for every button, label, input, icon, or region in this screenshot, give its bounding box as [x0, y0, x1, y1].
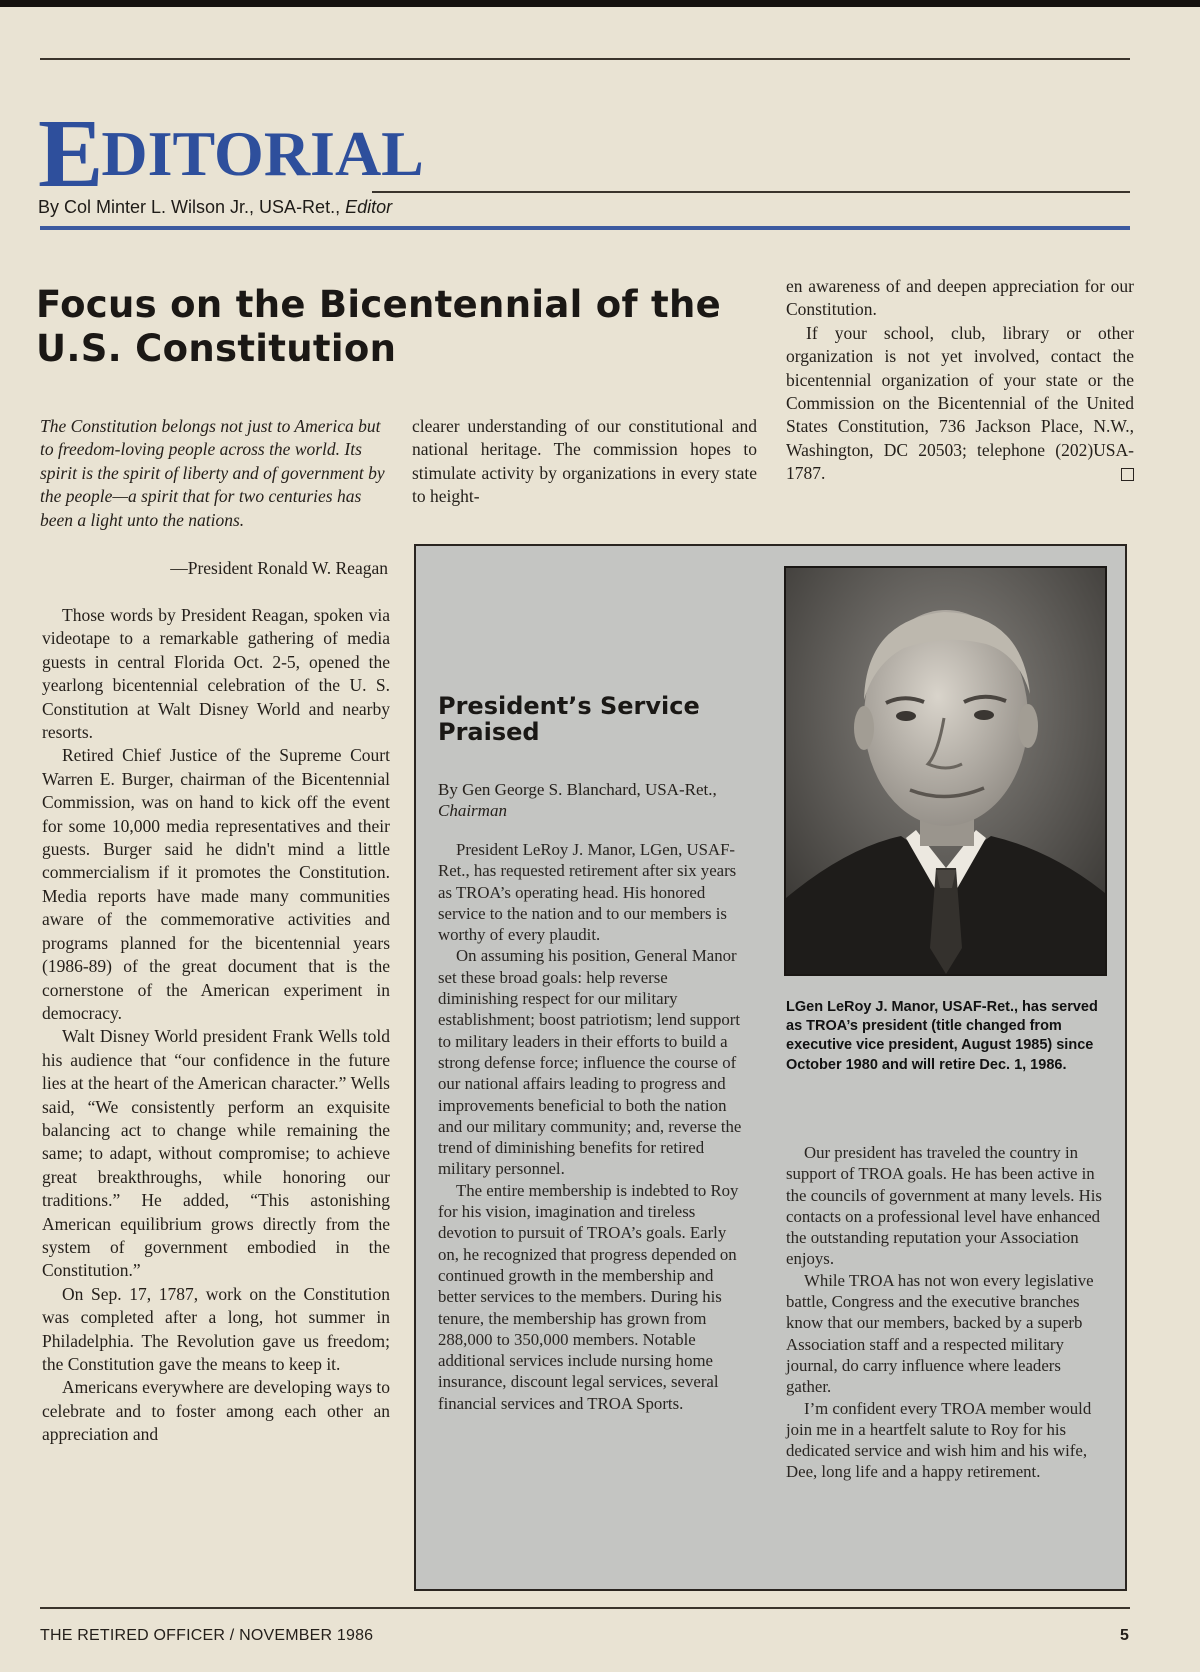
paragraph: Our president has traveled the country in support of TROA goals. He has been active in the councils of government at many levels. His contacts on a professional level have enhanced the outstanding reputation your Association enjoys. [786, 1143, 1102, 1269]
sidebar-box [414, 544, 1127, 1591]
quote-attribution: —President Ronald W. Reagan [170, 558, 388, 578]
page-number: 5 [1120, 1627, 1129, 1644]
article-column-2 [412, 415, 757, 509]
masthead-rest: DITORIAL [101, 118, 424, 189]
paragraph: I’m confident every TROA member would join me in a heartfelt salute to Roy for his dedicated service and wish him and his wife, Dee, long life and a happy retirement. [786, 1398, 1092, 1482]
paragraph: President LeRoy J. Manor, LGen, USAF-Ret., has requested retirement after six years as TROA’s operating head. His honored service to the nation and to our members is worthy of every plaudit. [438, 840, 737, 945]
footer-publication: THE RETIRED OFFICER / NOVEMBER 1986 [40, 1627, 374, 1644]
sidebar-byline-role: Chairman [438, 801, 507, 820]
top-rule [40, 58, 1130, 60]
paragraph: Those words by President Reagan, spoken via videotape to a remarkable gathering of media guests in central Florida Oct. 2-5, opened the yearlong bicentennial celebration of the U. S. Constitution at Walt Disney World and nearby resorts. [42, 605, 390, 743]
paragraph: clearer understanding of our constitutional and national heritage. The commission hopes to stimulate activity by organizations in every state to height- [412, 416, 757, 507]
portrait-illustration [786, 568, 1105, 974]
sidebar-byline [438, 779, 738, 821]
paragraph: Walt Disney World president Frank Wells told his audience that “our confidence in the future lies at the heart of the American character.” Wells said, “We consistently perform an exquisite balancing act to change while remaining the same; to adapt, without compromise; to achieve great breakthroughs, while honoring our traditions.” He added, “This astonishing American equilibrium grows directly from the system of government embodied in the Constitution.” [42, 1026, 390, 1281]
byline-blue-rule [40, 226, 1130, 230]
masthead-initial: E [38, 100, 102, 208]
paragraph: The entire membership is indebted to Roy for his vision, imagination and tireless devotion to pursuit of TROA’s goals. Early on, he recognized that progress depended on continued growth in the membership and better services to the members. During his tenure, the membership has grown from 288,000 to 350,000 members. Notable additional services include nursing home insurance, discount legal services, several financial services and TROA Sports. [438, 1180, 739, 1413]
photo-caption: LGen LeRoy J. Manor, USAF-Ret., has served as TROA’s president (title changed from executive vice president, August 1985) since October 1980 and will retire Dec. 1, 1986. [786, 999, 1098, 1073]
paragraph: On Sep. 17, 1787, work on the Constitution was completed after a long, hot summer in Philadelphia. The Revolution gave us freedom; the Constitution gave the means to keep it. [42, 1283, 390, 1374]
portrait-photo [784, 566, 1107, 976]
article-column-3 [786, 275, 1134, 486]
article-headline: Focus on the Bicentennial of the U.S. Constitution [36, 283, 722, 370]
article-column-1 [42, 604, 390, 1447]
paragraph: On assuming his position, General Manor set these broad goals: help reverse diminishing respect for our military establishment; boost patriotism; lend support to military leaders in their efforts to build a strong defense force; influence the course of our national affairs leading to progress and improvements beneficial to both the nation and our military community; and, reverse the trend of diminishing benefits for retired military personnel. [438, 946, 742, 1179]
sidebar-title: President’s Service Praised [438, 692, 700, 746]
paragraph-text: If your school, club, library or other organization is not yet involved, contact the bicentennial organization of your state or the Commission on the Bicentennial of the United States Constitution, 736 Jackson Place, N.W., Washington, DC 20503; telephone (202)USA-1787. [786, 322, 1134, 484]
sidebar-column-1 [438, 839, 748, 1414]
editor-byline [38, 197, 392, 218]
byline-role: Editor [345, 197, 393, 217]
paragraph-with-end-mark [786, 322, 1134, 486]
reagan-quote: The Constitution belongs not just to America but to freedom-loving people across the world. Its spirit is the spirit of liberty and of government by the people—a spirit that for two centuries has been a light unto the nations. [40, 416, 385, 530]
paragraph: While TROA has not won every legislative battle, Congress and the executive branches know that our members, backed by a superb Association staff and a respected military journal, do carry influence where leaders gather. [786, 1270, 1094, 1397]
byline-text: By Col Minter L. Wilson Jr., USA-Ret., [38, 197, 341, 217]
sidebar-byline-text: By Gen George S. Blanchard, USA-Ret., [438, 780, 717, 799]
masthead-rule [372, 191, 1130, 193]
footer-rule [40, 1607, 1130, 1609]
paragraph: en awareness of and deepen appreciation for our Constitution. [786, 276, 1134, 320]
paragraph: Americans everywhere are developing ways to celebrate and to foster among each other an appreciation and [42, 1377, 390, 1445]
paragraph: Retired Chief Justice of the Supreme Court Warren E. Burger, chairman of the Bicentennial Commission, was on hand to kick off the event for some 10,000 media representatives and their guests. Burger said he didn't mind a little commercialism if it promotes the Constitution. Media reports have made many communities aware of the commemorative activities and programs planned for the bicentennial years (1986-89) of the great document that is the cornerstone of the American experiment in democracy. [42, 745, 390, 1023]
sidebar-column-2 [786, 1142, 1104, 1483]
top-edge-bar [0, 0, 1200, 7]
end-mark-icon [1121, 468, 1134, 481]
